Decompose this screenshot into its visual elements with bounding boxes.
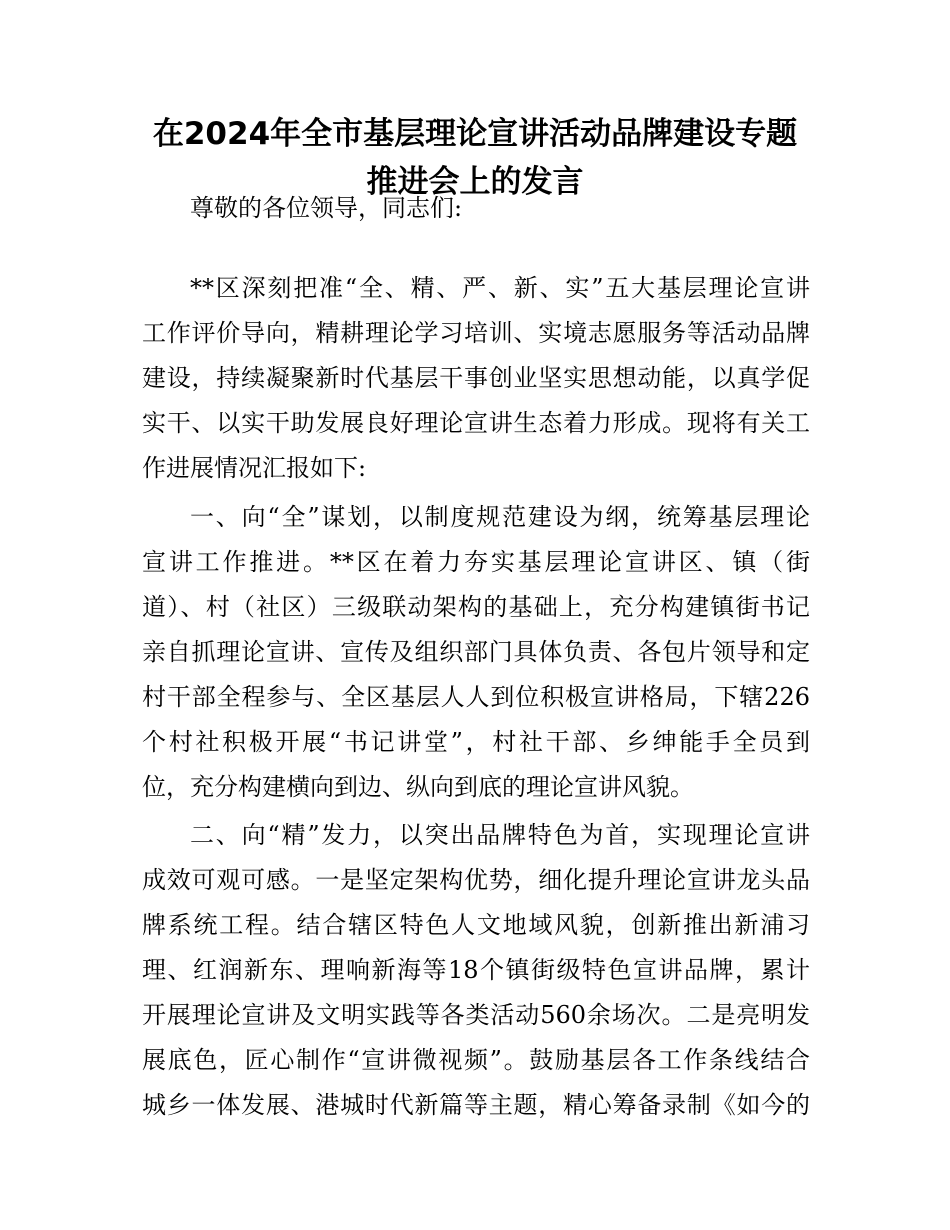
paragraph-line: 实干、以实干助发展良好理论宣讲生态着力形成。现将有关工: [142, 409, 810, 437]
paragraph-line: 道）、村（社区）三级联动架构的基础上，充分构建镇街书记: [142, 593, 810, 621]
section-heading-line: 一、向“全”谋划，以制度规范建设为纲，统筹基层理论: [190, 503, 810, 531]
paragraph-line: 亲自抓理论宣讲、宣传及组织部门具体负责、各包片领导和定: [142, 638, 810, 666]
paragraph-line: 成效可观可感。一是坚定架构优势，细化提升理论宣讲龙头品: [142, 866, 810, 894]
document-title-line-2: 推进会上的发言: [366, 164, 584, 200]
document-title-line-1: 在2024年全市基层理论宣讲活动品牌建设专题: [152, 116, 798, 152]
paragraph-line: 牌系统工程。结合辖区特色人文地域风貌，创新推出新浦习: [142, 911, 810, 939]
paragraph-line: 展底色，匠心制作“宣讲微视频”。鼓励基层各工作条线结合: [142, 1046, 810, 1074]
paragraph-line: 个村社积极开展“书记讲堂”，村社干部、乡绅能手全员到: [142, 728, 810, 756]
paragraph-line: 建设，持续凝聚新时代基层干事创业坚实思想动能，以真学促: [142, 364, 810, 392]
paragraph-line: 宣讲工作推进。**区在着力夯实基层理论宣讲区、镇（街: [142, 548, 810, 576]
paragraph-line: 作进展情况汇报如下:: [142, 454, 367, 482]
paragraph-line: 位，充分构建横向到边、纵向到底的理论宣讲风貌。: [142, 773, 694, 801]
paragraph-line: 工作评价导向，精耕理论学习培训、实境志愿服务等活动品牌: [142, 319, 810, 347]
paragraph-line: **区深刻把准“全、精、严、新、实”五大基层理论宣讲: [190, 274, 810, 302]
paragraph-line: 城乡一体发展、港城时代新篇等主题，精心筹备录制《如今的: [142, 1091, 810, 1119]
paragraph-line: 开展理论宣讲及文明实践等各类活动560余场次。二是亮明发: [142, 1001, 810, 1029]
paragraph-line: 理、红润新东、理响新海等18个镇街级特色宣讲品牌，累计: [142, 956, 810, 984]
paragraph-line: 村干部全程参与、全区基层人人到位积极宣讲格局，下辖226: [142, 683, 810, 711]
greeting: 尊敬的各位领导，同志们:: [190, 194, 463, 222]
section-heading-line: 二、向“精”发力，以突出品牌特色为首，实现理论宣讲: [190, 821, 810, 849]
